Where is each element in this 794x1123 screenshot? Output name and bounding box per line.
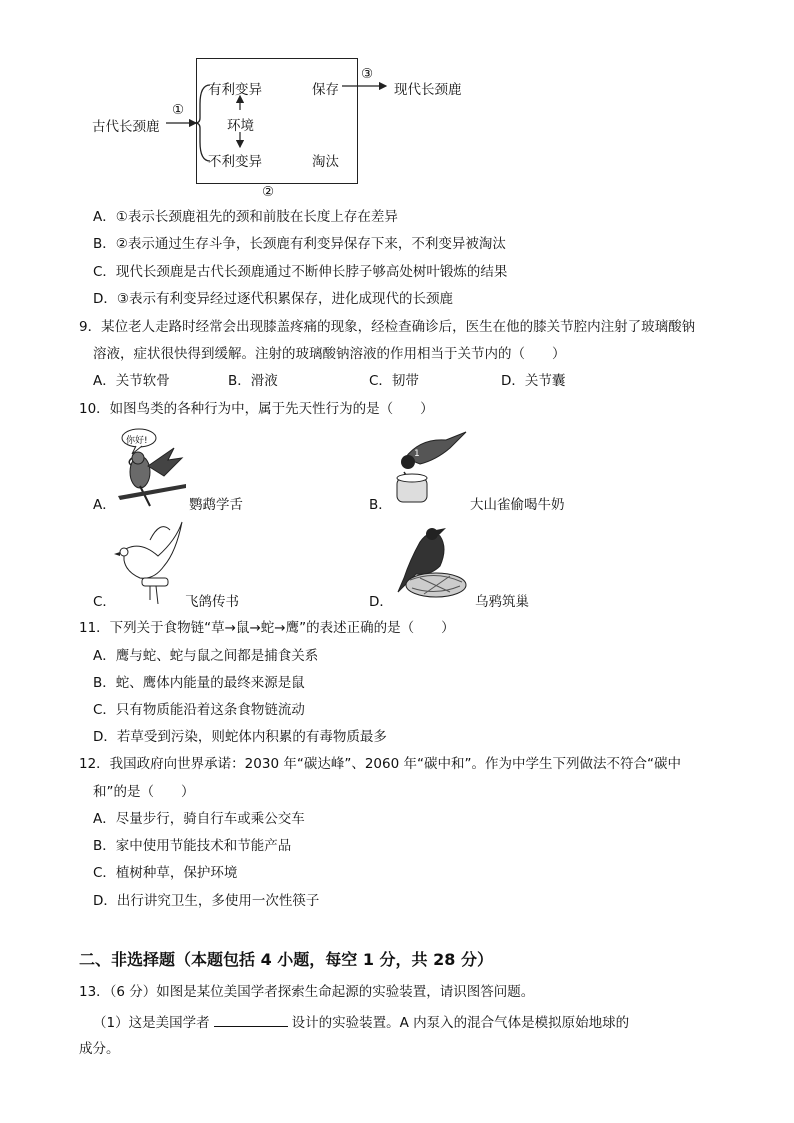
q8-option-d: D．③表示有利变异经过逐代积累保存，进化成现代的长颈鹿 — [93, 291, 453, 307]
q11-option-d: D．若草受到污染，则蛇体内积累的有毒物质最多 — [93, 729, 387, 745]
q12-option-b: B．家中使用节能技术和节能产品 — [93, 838, 292, 854]
q9-option-b: B．滑液 — [228, 373, 278, 389]
q10-option-b-caption: 大山雀偷喝牛奶 — [470, 497, 565, 513]
q11-option-b: B．蛇、鹰体内能量的最终来源是鼠 — [93, 675, 305, 691]
q13-sub1-line1 — [93, 1012, 629, 1032]
section-2-title: 二、非选择题（本题包括 4 小题，每空 1 分，共 28 分） — [79, 950, 493, 969]
q8-option-c: C．现代长颈鹿是古代长颈鹿通过不断伸长脖子够高处树叶锻炼的结果 — [93, 264, 508, 280]
q10-option-a-caption: 鹦鹉学舌 — [189, 497, 243, 513]
q10-option-a-letter: A． — [93, 497, 116, 513]
parrot-speech-bubble: 你好! — [126, 436, 148, 446]
q12-option-a: A．尽量步行，骑自行车或乘公交车 — [93, 811, 305, 827]
q12-option-d: D．出行讲究卫生，多使用一次性筷子 — [93, 893, 320, 909]
mark-2: ② — [262, 184, 275, 200]
q10-option-c-caption: 飞鸽传书 — [185, 594, 239, 610]
q13-sub1-suffix: 设计的实验装置。A 内泵入的混合气体是模拟原始地球的 — [291, 1015, 630, 1031]
q13-stem: 13．（6 分）如图是某位美国学者探索生命起源的实验装置，请识图答问题。 — [79, 984, 535, 1000]
q12-option-c: C．植树种草，保护环境 — [93, 865, 238, 881]
preserve-label: 保存 — [312, 82, 339, 98]
q13-sub1-line2: 成分。 — [79, 1041, 120, 1057]
eliminate-label: 淘汰 — [312, 154, 339, 170]
q13-sub1-prefix: （1）这是美国学者 — [93, 1015, 210, 1031]
q10-option-d-caption: 乌鸦筑巢 — [475, 594, 529, 610]
favorable-variation-label: 有利变异 — [208, 82, 262, 98]
ancient-giraffe-label: 古代长颈鹿 — [92, 119, 160, 135]
q8-option-b: B．②表示通过生存斗争，长颈鹿有利变异保存下来，不利变异被淘汰 — [93, 236, 506, 252]
environment-label: 环境 — [227, 118, 254, 134]
q10-option-d-letter: D． — [369, 594, 393, 610]
q9-stem-line1: 9．某位老人走路时经常会出现膝盖疼痛的现象，经检查确诊后，医生在他的膝关节腔内注射了玻璃酸钠 — [79, 319, 696, 335]
q9-option-c: C．韧带 — [369, 373, 419, 389]
q9-option-a: A．关节软骨 — [93, 373, 170, 389]
q12-stem-line2: 和”的是（ ） — [93, 784, 195, 800]
q10-stem: 10．如图鸟类的各种行为中，属于先天性行为的是（ ） — [79, 401, 434, 417]
q11-option-a: A．鹰与蛇、蛇与鼠之间都是捕食关系 — [93, 648, 319, 664]
modern-giraffe-label: 现代长颈鹿 — [394, 82, 462, 98]
svg-text:1: 1 — [414, 449, 420, 459]
q12-stem-line1: 12．我国政府向世界承诺：2030 年“碳达峰”、2060 年“碳中和”。作为中学生下列做法不符合“碳中 — [79, 756, 681, 772]
q9-option-d: D．关节囊 — [501, 373, 566, 389]
mark-1: ① — [172, 102, 185, 118]
q10-option-c-letter: C． — [93, 594, 116, 610]
q8-option-a: A．①表示长颈鹿祖先的颈和前肢在长度上存在差异 — [93, 209, 398, 225]
unfavorable-variation-label: 不利变异 — [208, 154, 262, 170]
q11-stem: 11．下列关于食物链“草→鼠→蛇→鹰”的表述正确的是（ ） — [79, 620, 455, 636]
q13-blank-1[interactable] — [214, 1012, 288, 1027]
q11-option-c: C．只有物质能沿着这条食物链流动 — [93, 702, 305, 718]
q9-stem-line2: 溶液，症状很快得到缓解。注射的玻璃酸钠溶液的作用相当于关节内的（ ） — [93, 346, 566, 362]
mark-3: ③ — [361, 66, 374, 82]
q10-option-b-letter: B． — [369, 497, 392, 513]
